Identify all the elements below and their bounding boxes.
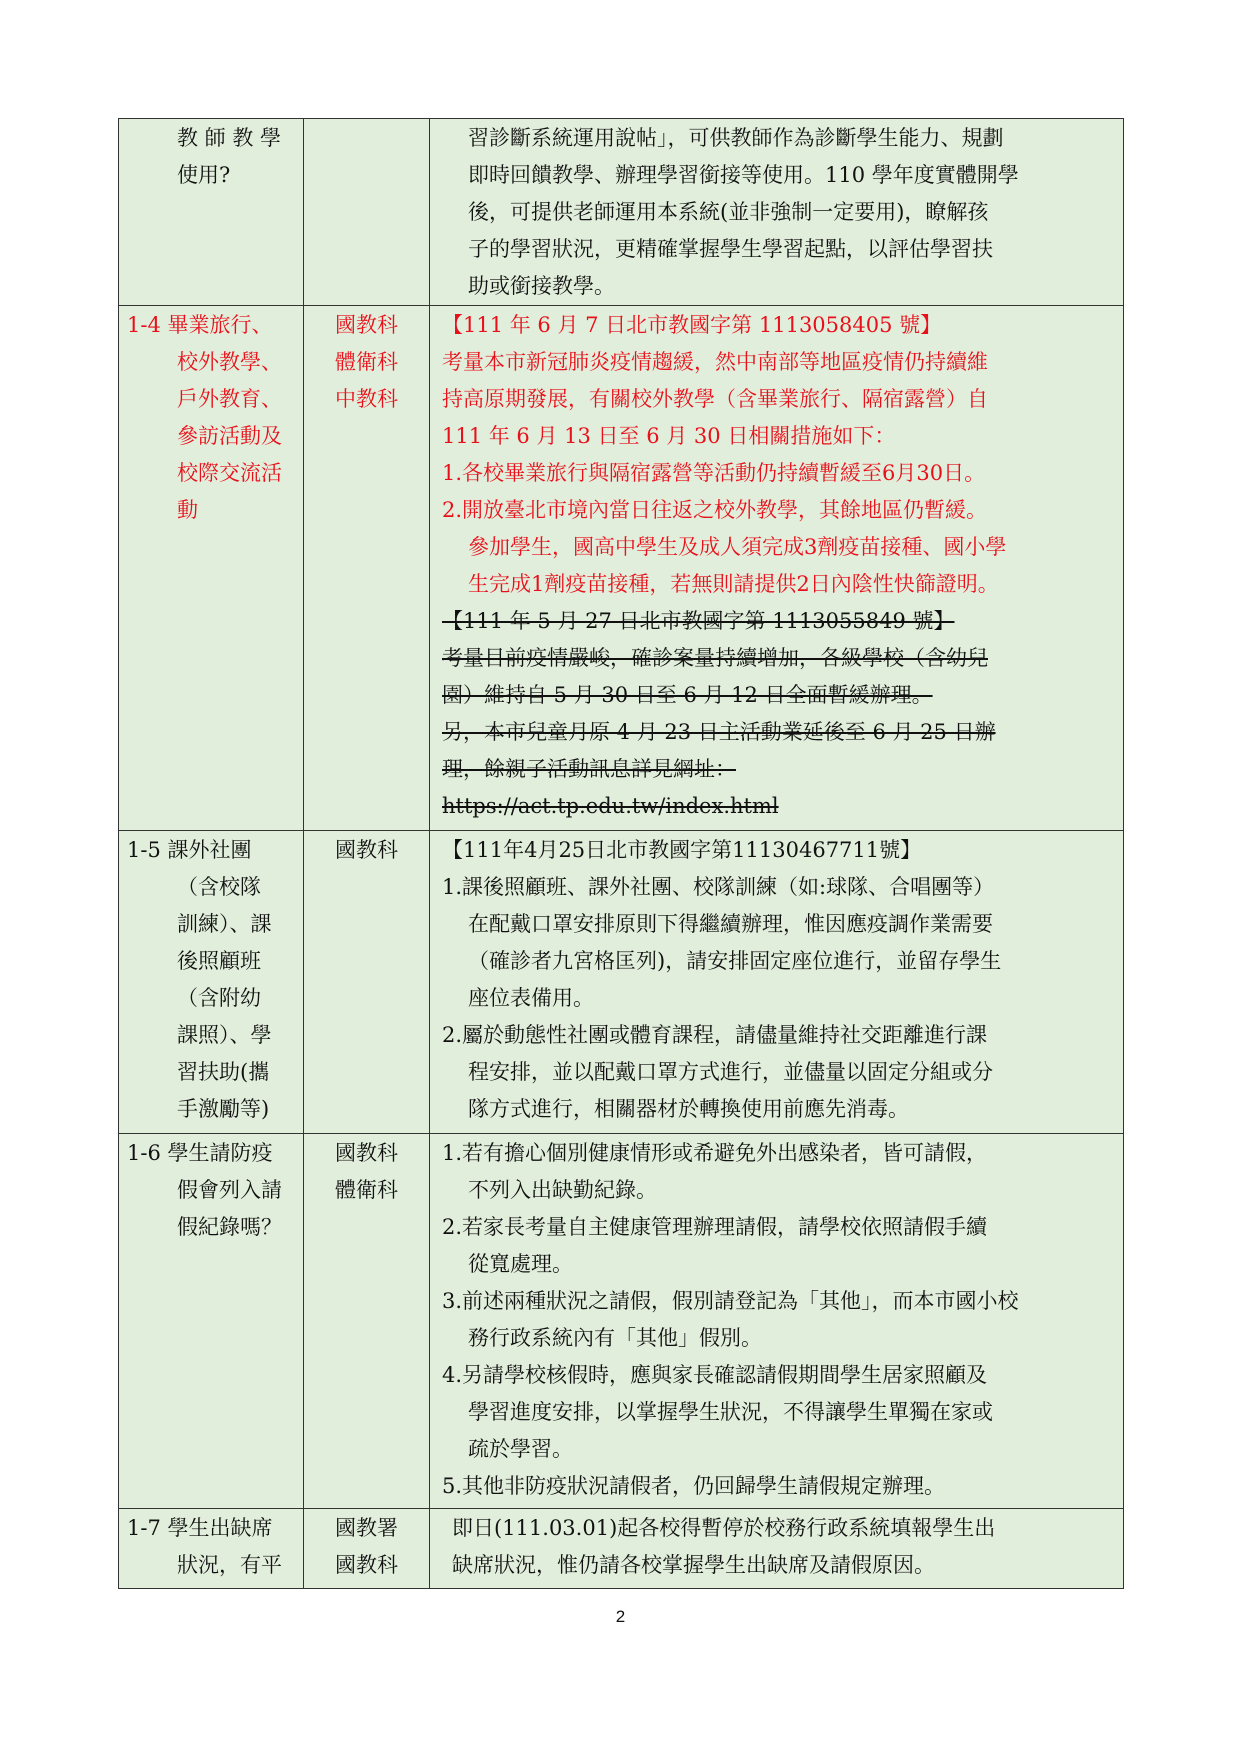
struck-answer-line: 考量目前疫情嚴峻，確診案量持續增加，各級學校（含幼兒 [442,646,988,670]
table-row [119,831,1124,1134]
answer-line: 即時回饋教學、辦理學習銜接等使用。110 學年度實體開學 [468,163,1019,187]
answer-line: 不列入出缺勤紀錄。 [468,1178,657,1202]
answer-line: 1.若有擔心個別健康情形或希避免外出感染者，皆可請假， [442,1141,988,1165]
answer-line: 5.其他非防疫狀況請假者，仍回歸學生請假規定辦理。 [442,1474,946,1498]
answer-cell [430,306,1124,831]
unit-cell [304,1134,430,1509]
question-line: 戶外教育、 [177,387,282,411]
unit-cell [304,306,430,831]
struck-answer-line: 園）維持自 5 月 30 日至 6 月 12 日全面暫緩辦理。 [442,683,933,707]
question-line: 訓練）、課 [177,912,272,936]
struck-answer-line: 理，餘親子活動訊息詳見網址： [442,757,736,781]
answer-line: 即日(111.03.01)起各校得暫停於校務行政系統填報學生出 [452,1516,996,1540]
table-row [119,306,1124,831]
answer-line: 1.課後照顧班、課外社團、校隊訓練（如:球隊、合唱團等） [442,875,995,899]
answer-line: 2.屬於動態性社團或體育課程，請儘量維持社交距離進行課 [442,1023,988,1047]
answer-line: 座位表備用。 [468,986,594,1010]
page-number: 2 [615,1607,626,1626]
unit-label: 體衛科 [335,1178,398,1202]
table-row [119,119,1124,306]
answer-line: 1.各校畢業旅行與隔宿露營等活動仍持續暫緩至6月30日。 [442,461,986,485]
unit-label: 國教科 [335,1141,398,1165]
question-line: 參訪活動及 [177,424,282,448]
answer-line: 缺席狀況，惟仍請各校掌握學生出缺席及請假原因。 [452,1553,935,1577]
answer-line: 【111年4月25日北市教國字第11130467711號】 [442,838,922,862]
question-line: 1-6 學生請防疫 [127,1141,273,1165]
question-line: 校外教學、 [177,350,282,374]
question-cell [119,306,304,831]
answer-line: 4.另請學校核假時，應與家長確認請假期間學生居家照顧及 [442,1363,988,1387]
question-cell [119,1134,304,1509]
unit-label: 中教科 [335,387,398,411]
question-line: 1-4 畢業旅行、 [127,313,273,337]
unit-label: 國教科 [335,1553,398,1577]
unit-label: 國教科 [335,838,398,862]
unit-label: 國教署 [335,1516,398,1540]
struck-answer-line: 另，本市兒童月原 4 月 23 日主活動業延後至 6 月 25 日辦 [442,720,996,744]
struck-url: https://act.tp.edu.tw/index.html [442,794,779,818]
answer-line: 111 年 6 月 13 日至 6 月 30 日相關措施如下： [442,424,896,448]
question-line: 手激勵等) [177,1097,270,1121]
answer-cell [430,1134,1124,1509]
answer-line: 2.開放臺北市境內當日往返之校外教學，其餘地區仍暫緩。 [442,498,988,522]
answer-line: 持高原期發展，有關校外教學（含畢業旅行、隔宿露營）自 [442,387,988,411]
question-cell [119,119,304,306]
question-line: 課照）、學 [177,1023,272,1047]
question-line: 1-5 課外社團 [127,838,252,862]
question-line: （含校隊 [177,875,261,899]
question-line: 後照顧班 [177,949,261,973]
answer-line: （確診者九宮格匡列)，請安排固定座位進行，並留存學生 [468,949,1002,973]
answer-line: 3.前述兩種狀況之請假，假別請登記為「其他」，而本市國小校 [442,1289,1019,1313]
answer-line: 【111 年 6 月 7 日北市教國字第 1113058405 號】 [442,313,942,337]
question-line: 動 [177,498,198,522]
faq-table [118,118,1124,1589]
answer-line: 從寬處理。 [468,1252,573,1276]
question-line: 使用? [177,163,231,187]
answer-line: 隊方式進行，相關器材於轉換使用前應先消毒。 [468,1097,909,1121]
question-line: 習扶助(攜 [177,1060,270,1084]
question-line: 校際交流活 [177,461,282,485]
unit-label: 國教科 [335,313,398,337]
question-line: 1-7 學生出缺席 [127,1516,273,1540]
answer-line: 參加學生，國高中學生及成人須完成3劑疫苗接種、國小學 [468,535,1007,559]
answer-line: 疏於學習。 [468,1437,573,1461]
answer-cell [430,1509,1124,1589]
unit-cell [304,119,430,306]
question-line: 教 師 教 學 [177,126,282,150]
struck-answer-line: 【111 年 5 月 27 日北市教國字第 1113055849 號】 [442,609,955,633]
question-line: 狀況，有平 [177,1553,282,1577]
question-cell [119,1509,304,1589]
table-row [119,1134,1124,1509]
answer-line: 習診斷系統運用說帖」，可供教師作為診斷學生能力、規劃 [468,126,1004,150]
unit-label: 體衛科 [335,350,398,374]
answer-line: 後，可提供老師運用本系統(並非強制一定要用)，瞭解孩 [468,200,989,224]
question-cell [119,831,304,1134]
unit-cell [304,1509,430,1589]
answer-line: 務行政系統內有「其他」假別。 [468,1326,762,1350]
question-line: （含附幼 [177,986,261,1010]
answer-line: 子的學習狀況，更精確掌握學生學習起點，以評估學習扶 [468,237,993,261]
question-line: 假紀錄嗎？ [177,1215,282,1239]
answer-cell [430,119,1124,306]
answer-line: 2.若家長考量自主健康管理辦理請假，請學校依照請假手續 [442,1215,988,1239]
answer-cell [430,831,1124,1134]
answer-line: 程安排，並以配戴口罩方式進行，並儘量以固定分組或分 [468,1060,993,1084]
answer-line: 生完成1劑疫苗接種，若無則請提供2日內陰性快篩證明。 [468,572,999,596]
answer-line: 考量本市新冠肺炎疫情趨緩，然中南部等地區疫情仍持續維 [442,350,988,374]
unit-cell [304,831,430,1134]
table-row [119,1509,1124,1589]
answer-line: 學習進度安排，以掌握學生狀況，不得讓學生單獨在家或 [468,1400,993,1424]
answer-line: 助或銜接教學。 [468,274,615,298]
answer-line: 在配戴口罩安排原則下得繼續辦理，惟因應疫調作業需要 [468,912,993,936]
question-line: 假會列入請 [177,1178,282,1202]
